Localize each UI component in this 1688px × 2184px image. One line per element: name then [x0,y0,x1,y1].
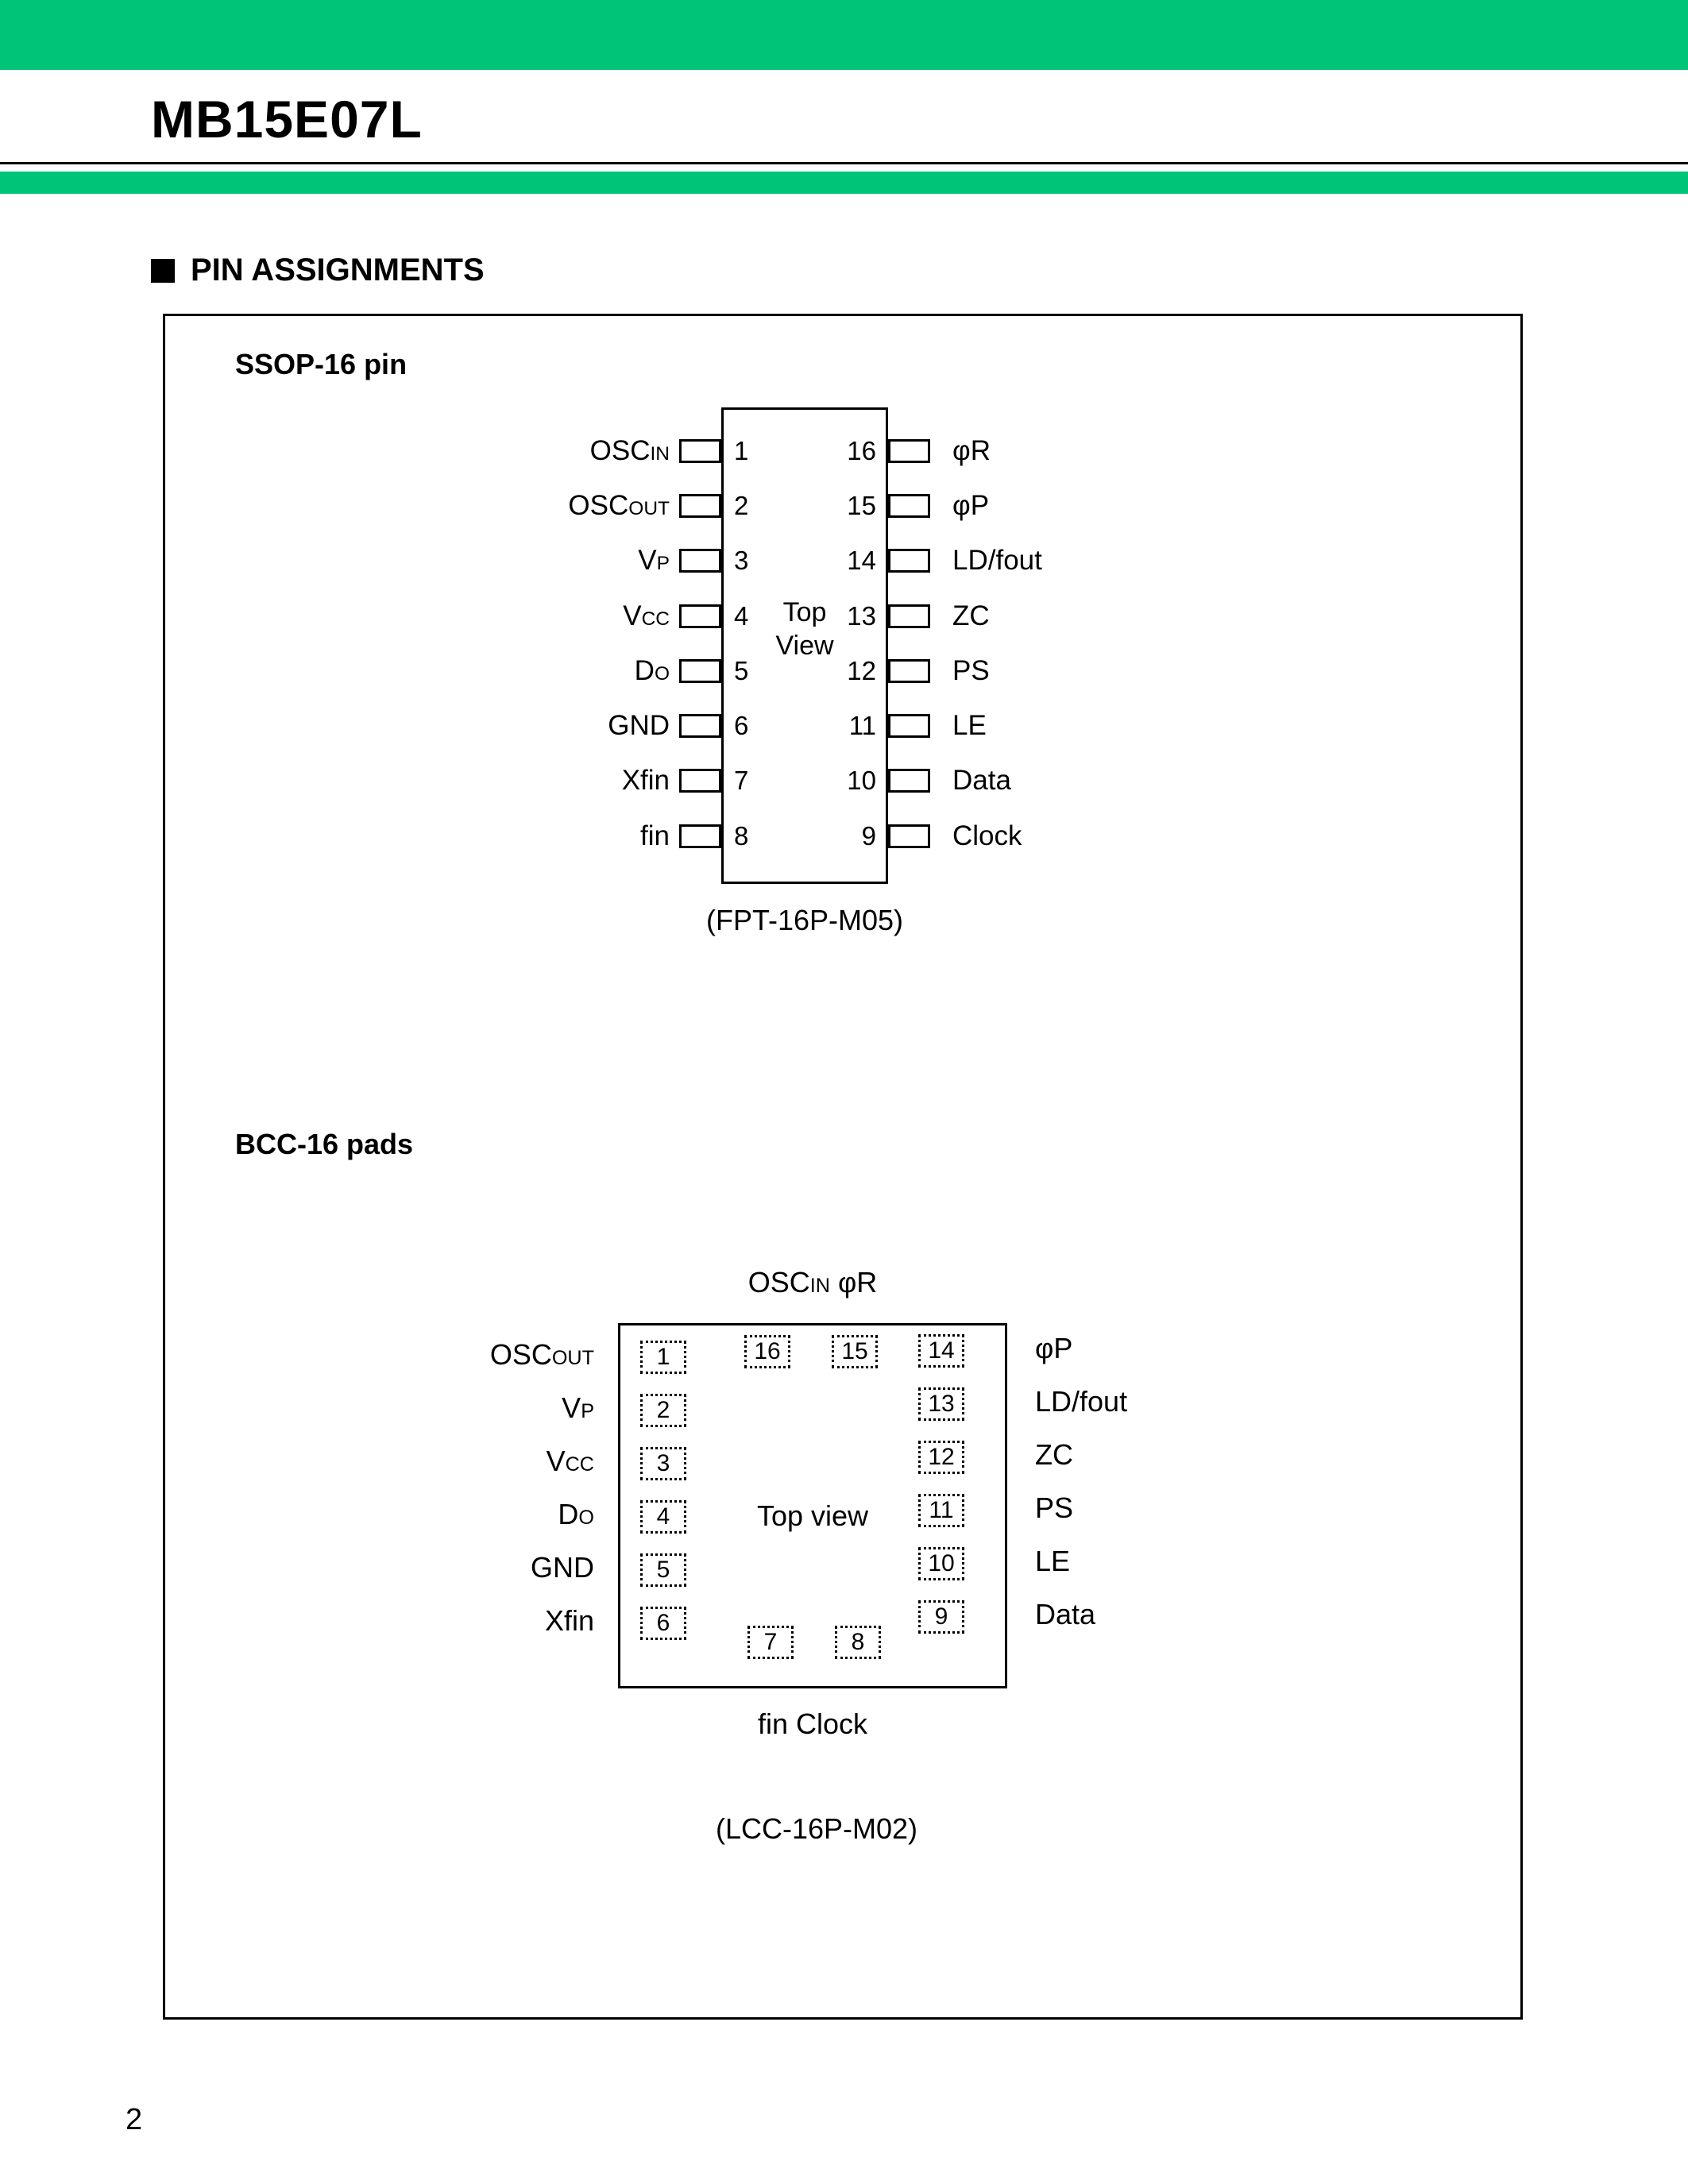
pin-label [165,435,670,467]
ssop-pin-row-8 [165,822,748,851]
ssop-pin-row-5 [165,657,748,685]
pin-number: 12 [847,656,876,685]
pin-label [165,765,670,797]
pin-number: 13 [847,601,876,631]
pin-label: ZC [952,600,990,631]
pad-label-main: GND [531,1551,594,1584]
pin-label-sub: IN [650,443,670,465]
bcc-pad-2 [640,1394,686,1427]
bcc-top-label-phir: φR [837,1266,878,1298]
pin-stub [679,659,721,683]
pad-number: 11 [929,1497,954,1523]
bcc-top-label-oscin-sub: IN [809,1275,830,1297]
pin-label-main: OSC [568,490,629,521]
pin-label [165,710,670,742]
pin-label-sub: OUT [628,498,670,519]
pin-label-main: Xfin [621,765,670,796]
ssop-pin-row-13 [793,602,990,631]
document-title: MB15E07L [151,90,423,149]
pin-number: 3 [734,546,749,575]
pin-label-sub: P [656,553,670,574]
ssop-pin-row-11 [793,712,987,740]
bcc-left-label-4 [165,1498,594,1531]
bcc-pad-5 [640,1553,686,1587]
ssop-package-code: (FPT-16P-M05) [705,904,904,936]
pin-label-sub: O [654,663,670,685]
bcc-pad-14 [918,1334,964,1368]
pin-label: PS [952,655,990,686]
bcc-pad-1 [640,1341,686,1374]
ssop-pin-row-9 [793,822,1022,851]
pin-number: 11 [848,711,876,740]
pin-stub [679,604,721,628]
pad-number: 12 [928,1444,955,1470]
pad-number: 4 [656,1503,670,1530]
section-heading-text: PIN ASSIGNMENTS [191,253,485,287]
bcc-left-label-1 [165,1338,594,1372]
bcc-bottom-outer-labels [618,1707,1007,1741]
pin-label: φP [952,490,990,521]
pad-label-sub: P [581,1400,594,1422]
pad-number: 15 [841,1338,868,1364]
pin-label-main: fin [640,820,670,851]
pin-label [165,820,670,852]
ssop-top-view-line2: View [775,631,834,661]
pad-label-sub: OUT [551,1347,594,1369]
pin-stub [679,439,721,463]
pin-stub [888,824,930,848]
pad-number: 3 [656,1450,670,1476]
pin-number: 2 [734,491,749,520]
pin-stub [679,824,721,848]
pin-label [165,655,670,687]
ssop-pin-row-3 [165,546,748,575]
pin-number: 9 [861,821,876,851]
bcc-pad-13 [918,1387,964,1421]
pin-stub [888,494,930,518]
section-heading [151,253,485,288]
bcc-pad-16 [744,1335,790,1368]
bcc-top-label-oscin-main: OSC [747,1266,810,1298]
ssop-pin-row-14 [793,546,1042,575]
pin-number: 6 [734,711,749,740]
pin-number: 7 [734,766,749,795]
ssop-heading: SSOP-16 pin [235,348,408,380]
pin-label: Clock [952,820,1022,851]
pin-label-main: OSC [589,435,651,466]
pin-label: LE [952,710,987,741]
pad-number: 5 [656,1557,670,1583]
pad-number: 1 [656,1344,670,1370]
ssop-pin-row-1 [165,437,748,465]
bcc-package-code: (LCC-16P-M02) [715,1812,918,1845]
pin-number: 5 [734,656,749,685]
pin-number: 15 [847,491,876,520]
page-number: 2 [126,2103,143,2136]
bcc-pad-7 [747,1626,794,1659]
ssop-pin-row-16 [793,437,991,465]
bcc-left-label-2 [165,1391,594,1425]
pin-number: 8 [734,821,749,851]
pin-stub [888,659,930,683]
bcc-pad-8 [835,1626,881,1659]
pad-number: 13 [928,1391,955,1417]
pin-stub [679,549,721,573]
pad-number: 7 [763,1629,778,1655]
pad-number: 9 [934,1603,948,1630]
header-rule [0,162,1688,164]
bcc-right-label-12: ZC [1035,1438,1073,1471]
pad-number: 6 [656,1610,670,1636]
header-green-bar [0,0,1688,70]
ssop-pin-row-2 [165,492,748,520]
pad-number: 10 [928,1550,955,1576]
pin-stub [679,714,721,738]
pad-label-main: OSC [489,1338,552,1371]
pin-label [165,490,670,522]
bcc-pad-10 [918,1547,964,1580]
pin-stub [888,439,930,463]
pin-label [165,545,670,577]
bcc-right-label-10: LE [1035,1545,1071,1577]
pad-number: 8 [851,1629,865,1655]
pad-label-main: D [558,1498,579,1530]
pad-label-main: V [562,1391,581,1424]
pin-label-main: GND [608,710,670,741]
pin-stub [679,769,721,793]
ssop-pin-row-4 [165,602,748,631]
bcc-right-label-9: Data [1035,1598,1096,1630]
pin-number: 4 [734,601,749,631]
pin-stub [888,714,930,738]
bcc-right-label-11: PS [1035,1491,1074,1524]
pin-stub [888,604,930,628]
ssop-pin-row-10 [793,766,1011,795]
bcc-heading: BCC-16 pads [235,1128,414,1160]
pin-stub [888,769,930,793]
pin-label [165,600,670,632]
ssop-pin-row-7 [165,766,748,795]
pin-number: 16 [847,436,876,465]
pin-label: Data [952,765,1011,796]
pin-stub [888,549,930,573]
pin-label-main: V [638,545,657,576]
ssop-top-view-line1: Top [782,597,827,627]
bcc-pad-15 [832,1335,878,1368]
pad-number: 14 [928,1337,955,1364]
pin-label-main: V [623,600,642,631]
pin-number: 1 [734,436,749,465]
pad-label-sub: CC [565,1453,594,1476]
pin-label: φR [952,435,991,466]
bcc-left-label-3 [165,1445,594,1478]
bcc-pad-9 [918,1600,964,1634]
pin-number: 10 [847,766,876,795]
pad-label-main: V [546,1445,566,1477]
pin-label-sub: CC [641,608,670,630]
bcc-right-label-13: LD/fout [1035,1385,1128,1418]
pad-label-sub: O [578,1507,594,1529]
ssop-pin-row-15 [793,492,989,520]
bcc-bottom-label-clock: Clock [796,1707,868,1740]
header-green-subbar [0,172,1688,194]
pin-number: 14 [847,546,876,575]
pin-label: LD/fout [952,545,1042,576]
pin-label-main: D [634,655,655,686]
pad-number: 16 [754,1338,781,1364]
bcc-top-view-label: Top view [756,1499,869,1532]
ssop-pin-row-6 [165,712,748,740]
pad-label-main: Xfin [544,1604,594,1637]
bcc-right-label-14: φP [1035,1332,1073,1364]
ssop-pin-row-12 [793,657,990,685]
pin-assignments-box [163,314,1523,2020]
bcc-pad-6 [640,1607,686,1640]
bcc-bottom-label-fin: fin [757,1707,788,1740]
pin-stub [679,494,721,518]
bcc-pad-3 [640,1447,686,1480]
pad-number: 2 [656,1397,670,1423]
bcc-left-label-5 [165,1551,594,1584]
bcc-pad-12 [918,1441,964,1474]
square-bullet-icon [151,259,175,283]
bcc-left-label-6 [165,1604,594,1638]
bcc-top-outer-labels [618,1266,1007,1299]
